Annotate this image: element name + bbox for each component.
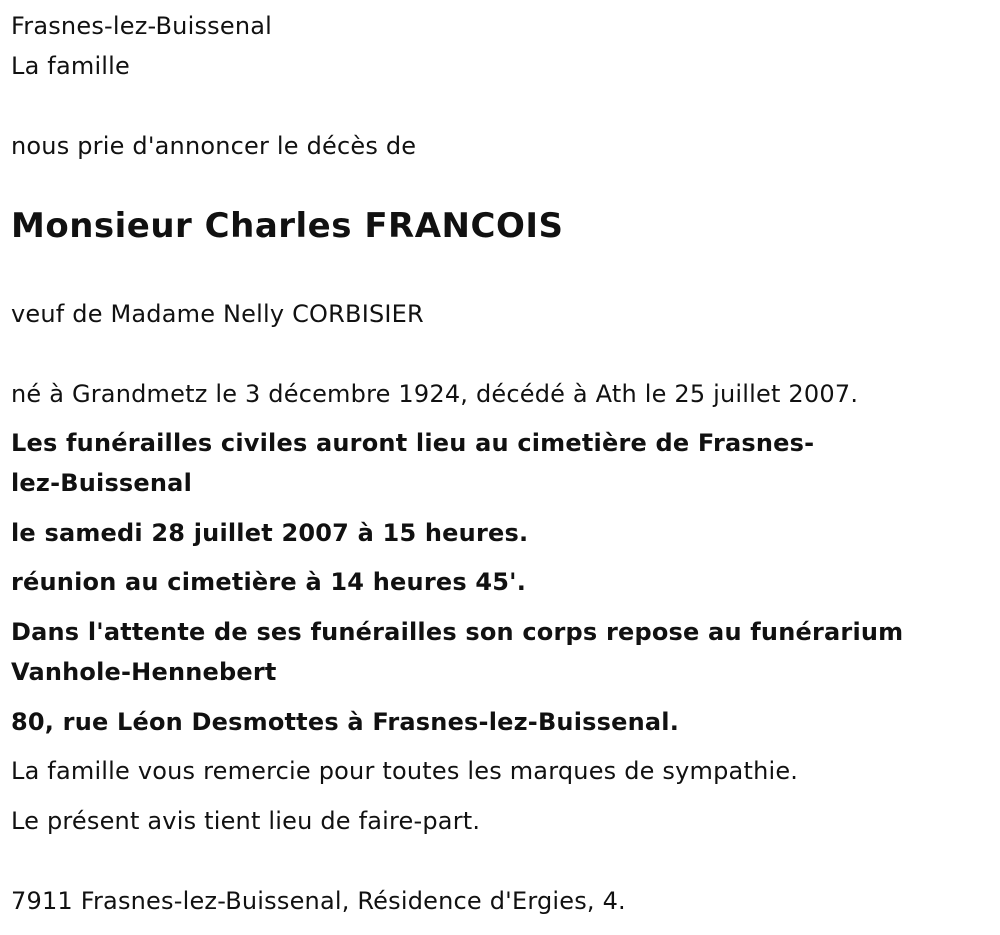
header-place: Frasnes-lez-Buissenal bbox=[11, 12, 273, 40]
spouse-text: veuf de Madame Nelly CORBISIER bbox=[11, 300, 424, 328]
home-address: 7911 Frasnes-lez-Buissenal, Résidence d'Ergies, 4. bbox=[11, 887, 626, 915]
repose-line1: Dans l'attente de ses funérailles son corps repose au funérarium bbox=[11, 618, 904, 646]
funeral-meeting: réunion au cimetière à 14 heures 45'. bbox=[11, 568, 527, 596]
birth-death-text: né à Grandmetz le 3 décembre 1924, décédé à Ath le 25 juillet 2007. bbox=[11, 380, 859, 408]
header-family: La famille bbox=[11, 52, 131, 80]
funerarium-address: 80, rue Léon Desmottes à Frasnes-lez-Buissenal. bbox=[11, 708, 680, 736]
funeral-location-line2: lez-Buissenal bbox=[11, 469, 192, 497]
deceased-name: Monsieur Charles FRANCOIS bbox=[11, 206, 564, 246]
thanks-text: La famille vous remercie pour toutes les marques de sympathie. bbox=[11, 757, 799, 785]
intro-text: nous prie d'annoncer le décès de bbox=[11, 132, 417, 160]
funeral-location-line1: Les funérailles civiles auront lieu au cimetière de Frasnes- bbox=[11, 429, 815, 457]
notice-text: Le présent avis tient lieu de faire-part. bbox=[11, 807, 481, 835]
repose-line2: Vanhole-Hennebert bbox=[11, 658, 277, 686]
funeral-date: le samedi 28 juillet 2007 à 15 heures. bbox=[11, 519, 529, 547]
